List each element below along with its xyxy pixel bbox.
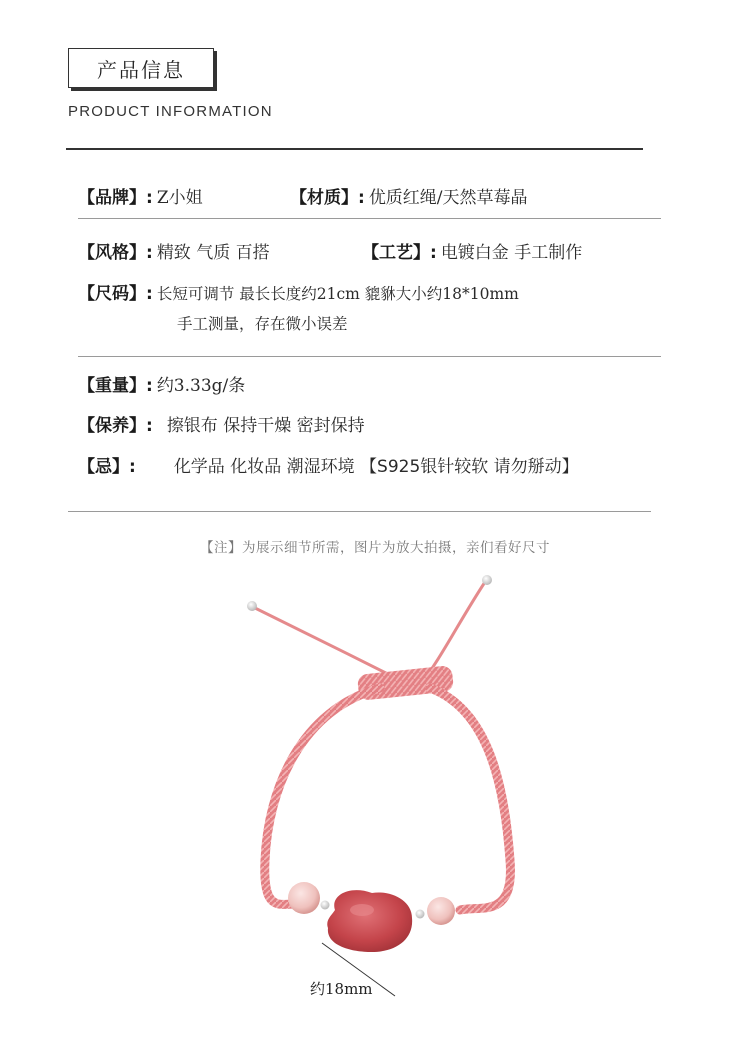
size-notice: 【注】为展示细节所需，图片为放大拍摄，亲们看好尺寸 bbox=[200, 540, 550, 556]
bracelet-band bbox=[265, 688, 511, 910]
brand-row bbox=[78, 183, 203, 208]
weight-value: 约3.33g/条 bbox=[156, 376, 246, 396]
size-row bbox=[78, 279, 519, 304]
silver-bead-right bbox=[416, 910, 425, 919]
care-value: 擦银布 保持干燥 密封保持 bbox=[166, 416, 365, 436]
material-value: 优质红绳/天然草莓晶 bbox=[368, 188, 528, 208]
style-label: 【风格】: bbox=[78, 243, 153, 263]
cord-end-bead-left bbox=[247, 601, 257, 611]
dimension-label: 约18mm bbox=[310, 980, 373, 998]
brand-label: 【品牌】: bbox=[78, 188, 153, 208]
rose-quartz-bead-right bbox=[427, 897, 455, 925]
size-note-row bbox=[177, 312, 348, 334]
divider-1 bbox=[78, 218, 661, 219]
section-title: 产品信息 bbox=[97, 57, 185, 82]
cord-end-bead-right bbox=[482, 575, 492, 585]
size-value: 长短可调节 最长长度约21cm 貔貅大小约18*10mm bbox=[156, 285, 519, 303]
craft-value: 电镀白金 手工制作 bbox=[440, 243, 583, 263]
divider-3 bbox=[68, 511, 651, 512]
avoid-row bbox=[78, 452, 579, 477]
section-title-box bbox=[68, 48, 214, 88]
style-value: 精致 气质 百搭 bbox=[156, 243, 270, 263]
strawberry-quartz-charm bbox=[327, 890, 412, 952]
size-note: 手工测量，存在微小误差 bbox=[177, 315, 348, 333]
bracelet-image bbox=[0, 560, 750, 1057]
weight-row bbox=[78, 371, 245, 396]
avoid-label: 【忌】: bbox=[78, 457, 136, 477]
care-row bbox=[78, 411, 365, 436]
silver-bead-left bbox=[321, 901, 330, 910]
care-label: 【保养】: bbox=[78, 416, 153, 436]
style-row bbox=[78, 238, 270, 263]
header-divider bbox=[66, 148, 643, 150]
weight-label: 【重量】: bbox=[78, 376, 153, 396]
material-label: 【材质】: bbox=[290, 188, 365, 208]
material-row bbox=[290, 183, 528, 208]
craft-label: 【工艺】: bbox=[362, 243, 437, 263]
avoid-value: 化学品 化妆品 潮湿环境 【S925银针较软 请勿掰动】 bbox=[173, 457, 579, 477]
craft-row bbox=[362, 238, 582, 263]
rose-quartz-bead-left bbox=[288, 882, 320, 914]
size-label: 【尺码】: bbox=[78, 284, 153, 304]
divider-2 bbox=[78, 356, 661, 357]
section-subtitle: PRODUCT INFORMATION bbox=[68, 103, 273, 120]
brand-value: Z小姐 bbox=[156, 188, 203, 208]
